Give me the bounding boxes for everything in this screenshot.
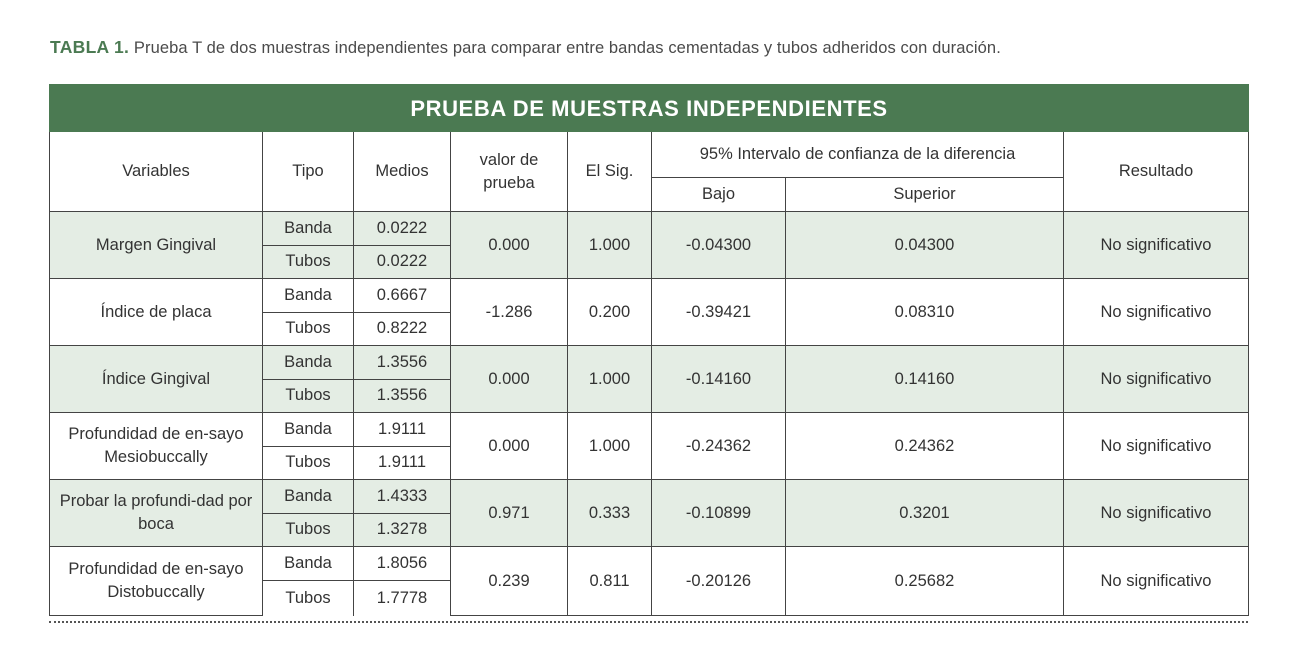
result-cell: No significativo [1064,547,1249,616]
variable-label: Índice de placa [50,279,263,346]
header-valor-de-prueba: valor de prueba [451,132,568,212]
mean-cell: 1.9111 [354,413,451,447]
result-cell: No significativo [1064,279,1249,346]
sig-cell: 1.000 [568,212,652,279]
test-value-cell: 0.000 [451,413,568,480]
mean-cell: 1.7778 [354,580,451,616]
lower-bound-cell: -0.20126 [652,547,786,616]
result-cell: No significativo [1064,346,1249,413]
lower-bound-cell: -0.24362 [652,413,786,480]
type-cell: Tubos [263,513,354,547]
type-cell: Banda [263,279,354,313]
table-banner: PRUEBA DE MUESTRAS INDEPENDIENTES [50,85,1249,132]
mean-cell: 1.3556 [354,379,451,413]
mean-cell: 0.0222 [354,245,451,279]
test-value-cell: 0.000 [451,212,568,279]
mean-cell: 1.3278 [354,513,451,547]
type-cell: Tubos [263,446,354,480]
variable-label: Profundidad de en-sayo Mesiobuccally [50,413,263,480]
test-value-cell: 0.000 [451,346,568,413]
header-variables: Variables [50,132,263,212]
type-cell: Banda [263,547,354,581]
lower-bound-cell: -0.04300 [652,212,786,279]
sig-cell: 0.811 [568,547,652,616]
header-resultado: Resultado [1064,132,1249,212]
type-cell: Banda [263,413,354,447]
caption-label: TABLA 1. [50,37,130,57]
header-superior: Superior [786,178,1064,212]
lower-bound-cell: -0.14160 [652,346,786,413]
table-caption [50,37,1001,58]
header-confidence-interval: 95% Intervalo de confianza de la diferencia [652,132,1064,178]
lower-bound-cell: -0.10899 [652,480,786,547]
type-cell: Tubos [263,245,354,279]
caption-text: Prueba T de dos muestras independientes para comparar entre bandas cementadas y tubos adheridos con duración. [133,39,1001,57]
mean-cell: 0.6667 [354,279,451,313]
type-cell: Banda [263,480,354,514]
upper-bound-cell: 0.3201 [786,480,1064,547]
header-medios: Medios [354,132,451,212]
header-sig: El Sig. [568,132,652,212]
type-cell: Tubos [263,580,354,616]
result-cell: No significativo [1064,413,1249,480]
result-cell: No significativo [1064,480,1249,547]
test-value-cell: -1.286 [451,279,568,346]
header-bajo: Bajo [652,178,786,212]
table-bottom-dotted-rule [49,621,1248,623]
mean-cell: 0.8222 [354,312,451,346]
mean-cell: 0.0222 [354,212,451,246]
type-cell: Tubos [263,379,354,413]
test-value-cell: 0.239 [451,547,568,616]
upper-bound-cell: 0.04300 [786,212,1064,279]
type-cell: Banda [263,346,354,380]
mean-cell: 1.9111 [354,446,451,480]
type-cell: Banda [263,212,354,246]
mean-cell: 1.4333 [354,480,451,514]
lower-bound-cell: -0.39421 [652,279,786,346]
variable-label: Índice Gingival [50,346,263,413]
results-table [49,84,1249,616]
variable-label: Margen Gingival [50,212,263,279]
sig-cell: 0.333 [568,480,652,547]
upper-bound-cell: 0.08310 [786,279,1064,346]
sig-cell: 1.000 [568,346,652,413]
upper-bound-cell: 0.25682 [786,547,1064,616]
variable-label: Probar la profundi-dad por boca [50,480,263,547]
upper-bound-cell: 0.14160 [786,346,1064,413]
sig-cell: 1.000 [568,413,652,480]
result-cell: No significativo [1064,212,1249,279]
sig-cell: 0.200 [568,279,652,346]
test-value-cell: 0.971 [451,480,568,547]
upper-bound-cell: 0.24362 [786,413,1064,480]
mean-cell: 1.8056 [354,547,451,581]
type-cell: Tubos [263,312,354,346]
variable-label: Profundidad de en-sayo Distobuccally [50,547,263,616]
mean-cell: 1.3556 [354,346,451,380]
header-tipo: Tipo [263,132,354,212]
